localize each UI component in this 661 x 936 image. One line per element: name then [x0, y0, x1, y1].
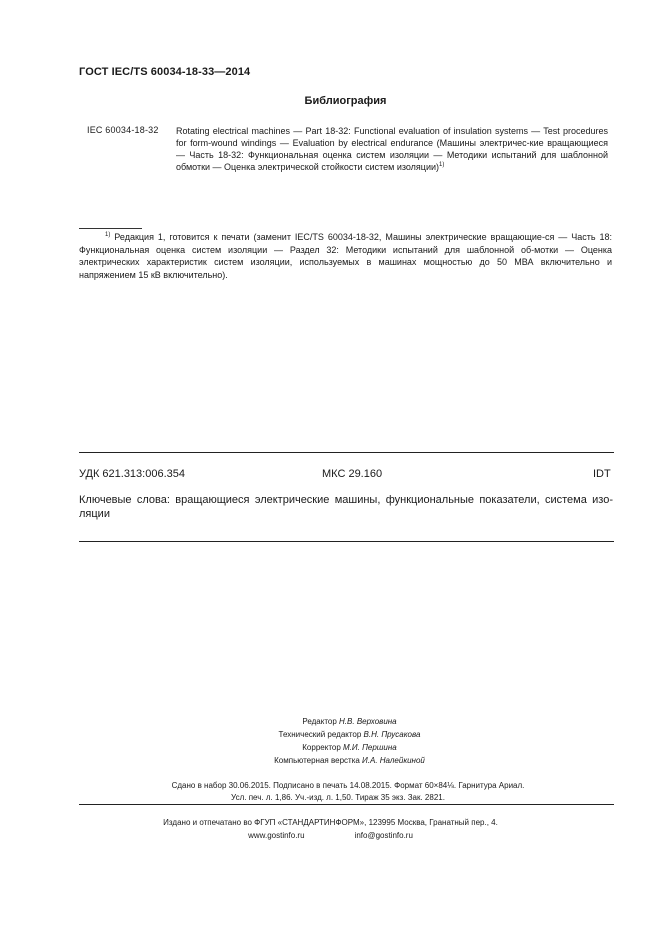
credit-layout-name: И.А. Налейкиной: [362, 756, 425, 765]
print-details-line: Сдано в набор 30.06.2015. Подписано в печать 14.08.2015. Формат 60×84⅛. Гарнитура Ариал.: [171, 781, 525, 790]
publisher-website[interactable]: www.gostinfo.ru: [248, 831, 305, 840]
bibliography-ref-code: IEC 60034-18-32: [87, 125, 159, 135]
print-volume-line: Усл. печ. л. 1,86. Уч.-изд. л. 1,50. Тираж 35 экз. Зак. 2821.: [231, 793, 445, 802]
footnote-marker: 1): [105, 232, 111, 238]
divider-middle: [79, 541, 614, 542]
section-title: Библиография: [304, 95, 387, 107]
publisher-contacts: [0, 831, 661, 840]
credit-corrector-label: Корректор: [302, 743, 344, 752]
publisher-line: Издано и отпечатано во ФГУП «СТАНДАРТИНФОРМ», 123995 Москва, Гранатный пер., 4.: [163, 818, 498, 827]
bibliography-ref-text: [176, 125, 608, 173]
idt-label: IDT: [593, 468, 611, 480]
credit-tech-editor-label: Технический редактор: [278, 730, 364, 739]
udk-code: УДК 621.313:006.354: [79, 468, 185, 480]
keywords: Ключевые слова: вращающиеся электрические машины, функциональные показатели, система изо-ляции: [79, 494, 613, 520]
credit-tech-editor: [0, 730, 661, 739]
footnote-divider: [79, 228, 142, 229]
mks-code: МКС 29.160: [322, 468, 383, 480]
credit-corrector: [0, 743, 661, 752]
ref-footnote-marker: 1): [439, 162, 445, 168]
footnote: [79, 231, 612, 281]
credit-layout: [0, 756, 661, 765]
divider-bottom: [79, 804, 614, 805]
credit-editor: [0, 717, 661, 726]
credit-layout-label: Компьютерная верстка: [274, 756, 363, 765]
ref-text-body: Rotating electrical machines — Part 18-32: Functional evaluation of insulation systems — Test procedures for form-wound windings — Evaluation by electrical endurance (Машины электричес-кие вращающиеся — Часть 18-32: Функциональная оценка систем изоляции — Методики испытаний для шаблонной обмотки — Оценка электрической стойкости систем изоляции): [176, 126, 608, 172]
credit-tech-editor-name: В.Н. Прусакова: [363, 730, 421, 739]
publisher-email[interactable]: info@gostinfo.ru: [354, 831, 413, 840]
document-number: ГОСТ IEC/TS 60034-18-33—2014: [79, 66, 251, 78]
divider-top: [79, 452, 614, 453]
footnote-text: Редакция 1, готовится к печати (заменит IEC/TS 60034-18-32, Машины электрические вращающие-ся — Часть 18: Функциональная оценка систем изоляции — Раздел 32: Методики испытаний для шаблонной об-мотки — Оценка электрических характеристик систем изоляции, используемых в машинах мощностью до 50 МВА включительно и напряжением 15 кВ включительно).: [79, 232, 612, 280]
credit-corrector-name: М.И. Першина: [343, 743, 397, 752]
credit-editor-label: Редактор: [302, 717, 340, 726]
credit-editor-name: Н.В. Верховина: [339, 717, 397, 726]
